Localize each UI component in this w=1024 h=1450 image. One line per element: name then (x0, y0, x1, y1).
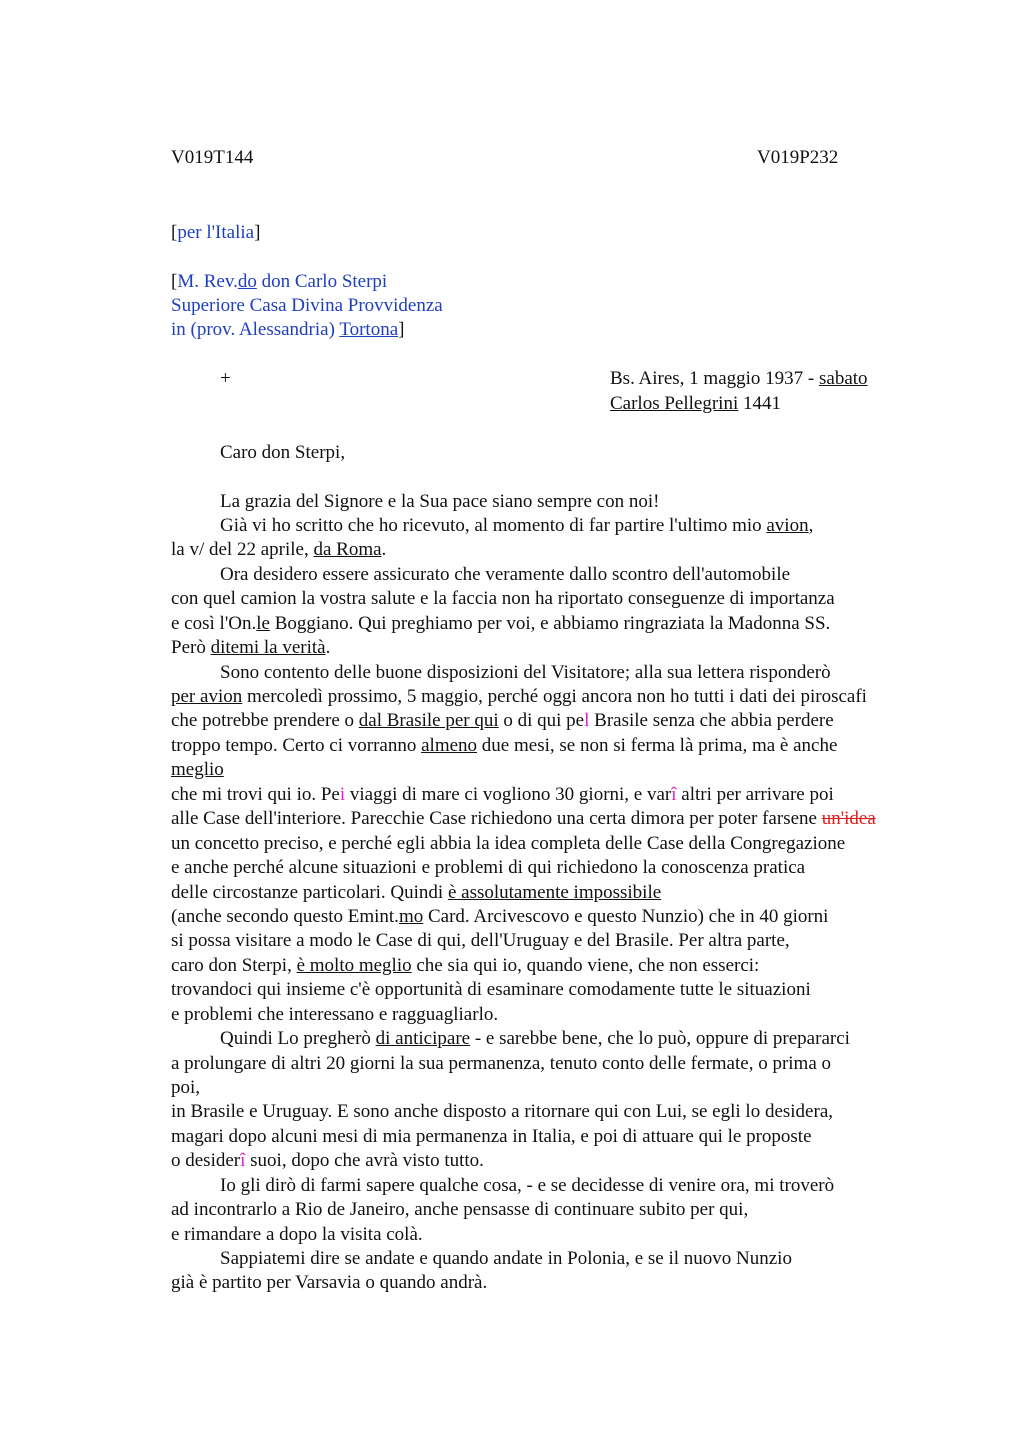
text-run: - e sarebbe bene, che lo può, oppure di prepararci (470, 1028, 850, 1049)
body-line: e rimandare a dopo la visita colà. (171, 1224, 423, 1245)
body-line: magari dopo alcuni mesi di mia permanenza in Italia, e poi di attuare qui le proposte (171, 1126, 812, 1147)
body-line: un concetto preciso, e perché egli abbia la idea completa delle Case della Congregazione (171, 833, 846, 854)
recipient-title: M. Rev. (177, 271, 238, 292)
body-line: trovandoci qui insieme c'è opportunità di esaminare comodamente tutte le situazioni (171, 979, 811, 1000)
body-line: ad incontrarlo a Rio de Janeiro, anche pensasse di continuare subito per qui, (171, 1199, 749, 1220)
body-line (171, 905, 828, 929)
text-run: Già vi ho scritto che ho ricevuto, al momento di far partire l'ultimo mio (220, 515, 767, 536)
body-line: poi, (171, 1077, 201, 1098)
body-line (171, 709, 834, 733)
recipient-line-3 (171, 318, 404, 342)
recipient-city: Tortona (339, 319, 399, 340)
body-line (171, 807, 876, 831)
dateline-street: Carlos Pellegrini (610, 393, 739, 414)
underlined-text: è molto meglio (296, 955, 412, 976)
underlined-text: avion (766, 515, 809, 536)
body-line: Io gli dirò di farmi sapere qualche cosa, - e se decidesse di venire ora, mi troverò (220, 1175, 835, 1196)
text-run: Boggiano. Qui preghiamo per voi, e abbiamo ringraziata la Madonna SS. (269, 613, 831, 634)
underlined-text: ditemi la verità (210, 637, 326, 658)
body-line (171, 685, 867, 709)
body-line: in Brasile e Uruguay. E sono anche disposto a ritornare qui con Lui, se egli lo desidera, (171, 1101, 834, 1122)
underlined-text: almeno (421, 735, 478, 756)
text-run: Card. Arcivescovo e questo Nunzio) che in 40 giorni (423, 906, 829, 927)
body-line: e anche perché alcune situazioni e problemi di qui richiedono la conoscenza pratica (171, 857, 806, 878)
text-run: che sia qui io, quando viene, che non esserci: (411, 955, 760, 976)
text-run: Brasile senza che abbia perdere (589, 710, 834, 731)
body-line: Ora desidero essere assicurato che veramente dallo scontro dell'automobile (220, 564, 791, 585)
text-run: o desider (171, 1150, 241, 1171)
destination-note (171, 221, 260, 245)
body-line (220, 514, 813, 538)
body-line: meglio (171, 759, 224, 780)
text-run: . (325, 637, 331, 658)
recipient-province: in (prov. Alessandria) (171, 319, 340, 340)
body-line (171, 734, 837, 758)
underlined-text: le (256, 613, 270, 634)
deleted-text: un'idea (821, 808, 876, 829)
dateline-place-date (610, 367, 868, 391)
salutation: Caro don Sterpi, (220, 442, 346, 463)
body-line (171, 1149, 484, 1173)
bracket-close: ] (398, 319, 405, 340)
document-code-left: V019T144 (171, 147, 254, 168)
inserted-letter: i (339, 784, 346, 805)
inserted-letter: î (671, 784, 677, 805)
dateline-address (610, 392, 781, 416)
recipient-title-suffix: do (237, 271, 257, 292)
body-line (171, 881, 661, 905)
text-run: troppo tempo. Certo ci vorranno (171, 735, 422, 756)
text-run: . (381, 539, 387, 560)
dateline-number: 1441 (738, 393, 781, 414)
body-line (171, 954, 759, 978)
body-line: e problemi che interessano e ragguagliarlo. (171, 1004, 499, 1025)
text-run: mercoledì prossimo, 5 maggio, perché oggi ancora non ho tutti i dati dei piroscafi (242, 686, 867, 707)
text-run: Quindi Lo pregherò (220, 1028, 376, 1049)
text-run: viaggi di mare ci vogliono 30 giorni, e var (345, 784, 672, 805)
dateline-weekday: sabato (819, 368, 868, 389)
text-run: (anche secondo questo Emint. (171, 906, 399, 927)
document-code-right: V019P232 (757, 147, 839, 168)
body-line: La grazia del Signore e la Sua pace siano sempre con noi! (220, 491, 660, 512)
text-run: che potrebbe prendere o (171, 710, 359, 731)
body-line: a prolungare di altri 20 giorni la sua permanenza, tenuto conto delle fermate, o prima o (171, 1053, 832, 1074)
underlined-text: è assolutamente impossibile (447, 882, 662, 903)
underlined-text: per avion (171, 686, 243, 707)
body-line (171, 538, 386, 562)
inserted-letter: l (584, 710, 590, 731)
cross-symbol: + (220, 368, 231, 389)
text-run: caro don Sterpi, (171, 955, 297, 976)
body-line: Sono contento delle buone disposizioni del Visitatore; alla sua lettera risponderò (220, 662, 831, 683)
body-line: si possa visitare a modo le Case di qui, dell'Uruguay e del Brasile. Per altra parte, (171, 930, 790, 951)
body-line (171, 612, 830, 636)
text-run: suoi, dopo che avrà visto tutto. (245, 1150, 484, 1171)
underlined-text: di anticipare (375, 1028, 471, 1049)
recipient-line-2: Superiore Casa Divina Provvidenza (171, 295, 443, 316)
recipient-name: don Carlo Sterpi (256, 271, 388, 292)
underlined-text: da Roma (313, 539, 382, 560)
recipient-line-1 (171, 270, 387, 294)
text-run: Però (171, 637, 211, 658)
bracket-open: [ (171, 271, 178, 292)
text-run: la v/ del 22 aprile, (171, 539, 314, 560)
text-run: altri per arrivare poi (676, 784, 834, 805)
text-run: che mi trovi qui io. Pe (171, 784, 340, 805)
body-line (171, 636, 330, 660)
text-run: alle Case dell'interiore. Parecchie Case richiedono una certa dimora per poter farsene (171, 808, 822, 829)
body-line (220, 1027, 850, 1051)
underlined-text: mo (398, 906, 424, 927)
body-line (171, 783, 834, 807)
destination-text: per l'Italia (177, 222, 255, 243)
text-run: delle circostanze particolari. Quindi (171, 882, 448, 903)
inserted-letter: î (240, 1150, 246, 1171)
underlined-text: dal Brasile per qui (358, 710, 499, 731)
text-run: , (808, 515, 814, 536)
body-line: Sappiatemi dire se andate e quando andate in Polonia, e se il nuovo Nunzio (220, 1248, 792, 1269)
body-line: già è partito per Varsavia o quando andrà. (171, 1272, 488, 1293)
dateline-date: Bs. Aires, 1 maggio 1937 - (610, 368, 819, 389)
text-run: e così l'On. (171, 613, 257, 634)
body-line: con quel camion la vostra salute e la faccia non ha riportato conseguenze di importanza (171, 588, 835, 609)
bracket-open: [ (171, 222, 178, 243)
text-run: due mesi, se non si ferma là prima, ma è anche (477, 735, 838, 756)
bracket-close: ] (254, 222, 261, 243)
text-run: o di qui pe (498, 710, 585, 731)
